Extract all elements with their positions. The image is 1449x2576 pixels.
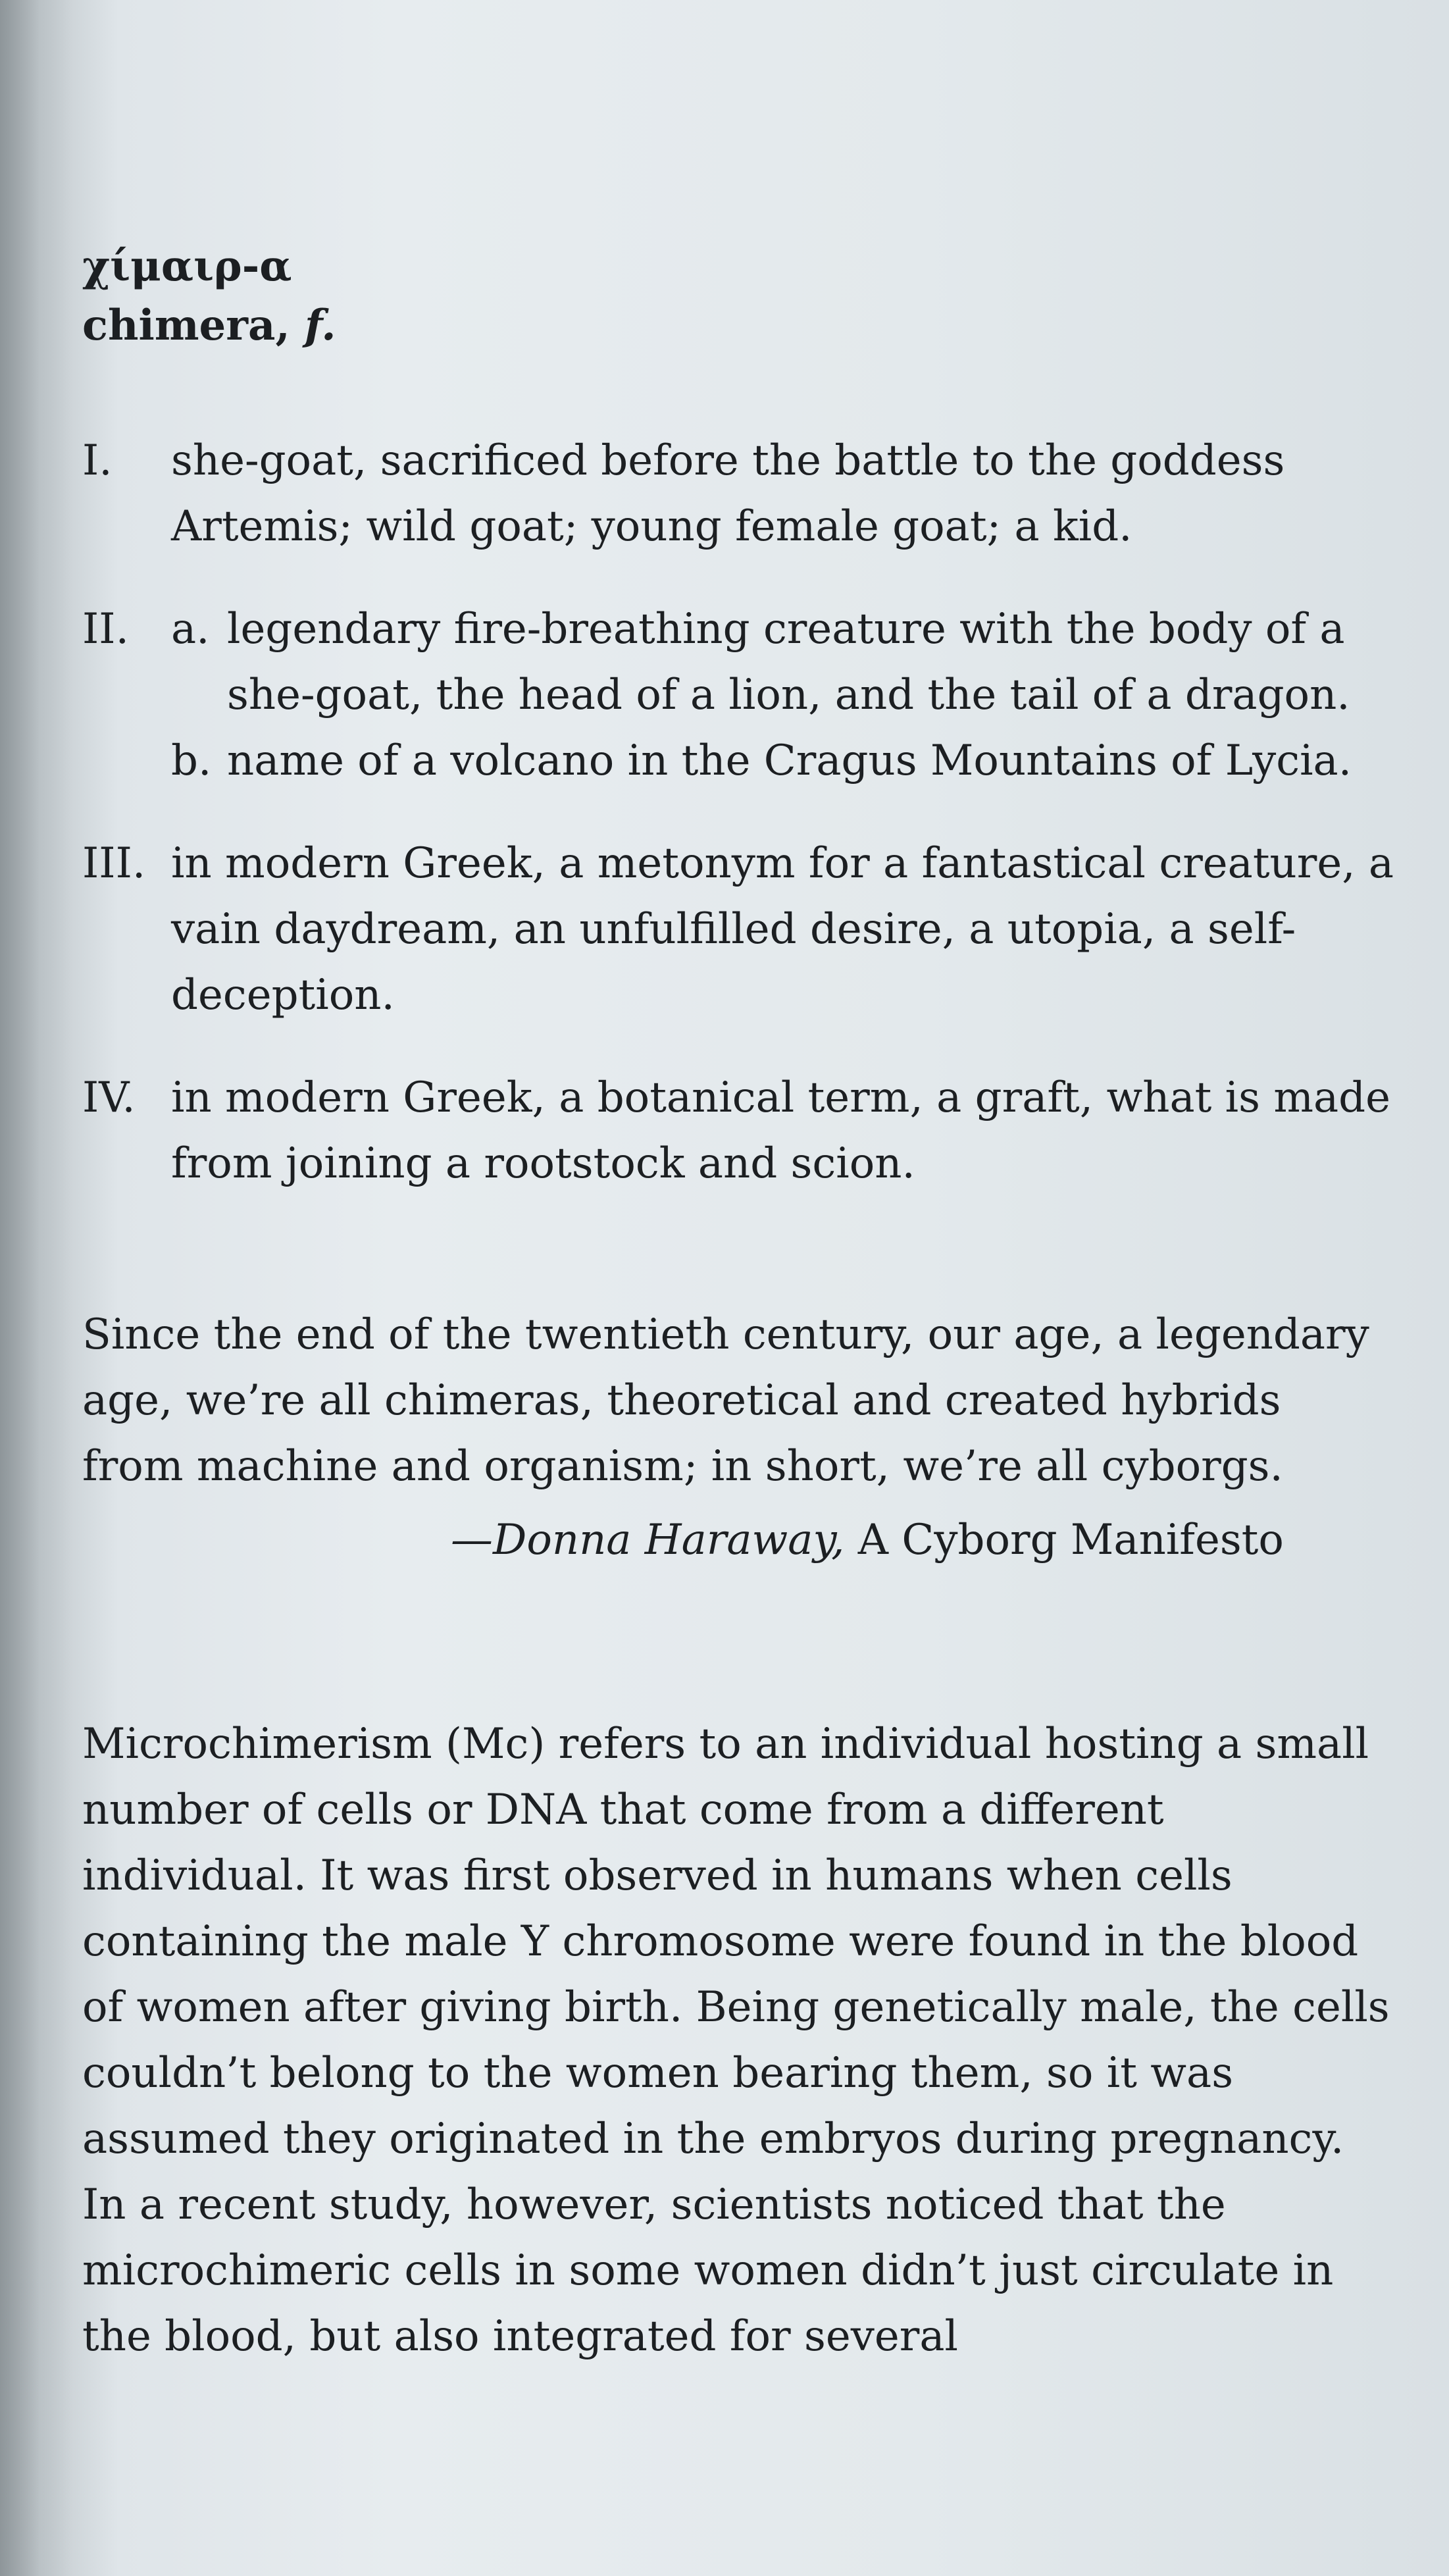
sense-1 — [82, 428, 1411, 559]
sense-list — [82, 428, 1411, 1197]
subsense-a — [171, 596, 1411, 728]
sense-2 — [82, 596, 1411, 794]
subsense-b — [171, 728, 1411, 794]
page-content — [82, 237, 1411, 2369]
gender-marker: f. — [305, 301, 336, 350]
sense-4 — [82, 1065, 1411, 1197]
english-lemma: chimera, — [82, 301, 290, 350]
epigraph — [82, 1302, 1372, 1573]
epigraph-author: —Donna Haraway, — [451, 1516, 845, 1564]
epigraph-work: A Cyborg Manifesto — [857, 1516, 1284, 1564]
subsense-text: name of a volcano in the Cragus Mountains of Lycia. — [227, 736, 1352, 785]
greek-lemma: χίμαιρ-α — [82, 242, 292, 291]
subsense-letter: a. — [171, 605, 210, 654]
sense-number: III. — [82, 839, 146, 888]
subsense-letter: b. — [171, 736, 212, 785]
dictionary-headword — [82, 237, 1411, 355]
sense-number: IV. — [82, 1073, 136, 1122]
epigraph-quote: Since the end of the twentieth century, our age, a legendary age, we’re all chimeras, theoretical and created hybrids from machine and organism; in short, we’re all cyborgs. — [82, 1310, 1369, 1491]
sense-text: in modern Greek, a botanical term, a graft, what is made from joining a rootstock and scion. — [171, 1073, 1390, 1188]
sense-text: in modern Greek, a metonym for a fantastical creature, a vain daydream, an unfulfilled desire, a utopia, a self-deception. — [171, 839, 1394, 1019]
page-gutter-shadow — [0, 0, 72, 2576]
sense-3 — [82, 831, 1411, 1028]
sense-number: I. — [82, 436, 113, 485]
epigraph-attribution — [82, 1507, 1372, 1573]
subsense-text: legendary fire-breathing creature with the body of a she-goat, the head of a lion, and the tail of a dragon. — [227, 605, 1350, 719]
sense-number: II. — [82, 605, 129, 654]
paragraph-text: Microchimerism (Mc) refers to an individual hosting a small number of cells or DNA that come from a different individual. It was first observed in humans when cells containing the male Y chromosome were found in the blood of women after giving birth. Being genetically male, the cells couldn’t belong to the women bearing them, so it was assumed they originated in the embryos during pregnancy. In a recent study, however, scientists noticed that the microchimeric cells in some women didn’t just circulate in the blood, but also integrated for several — [82, 1720, 1390, 2361]
sense-text: she-goat, sacrificed before the battle to the goddess Artemis; wild goat; young female goat; a kid. — [171, 436, 1285, 551]
body-paragraph — [82, 1711, 1392, 2369]
